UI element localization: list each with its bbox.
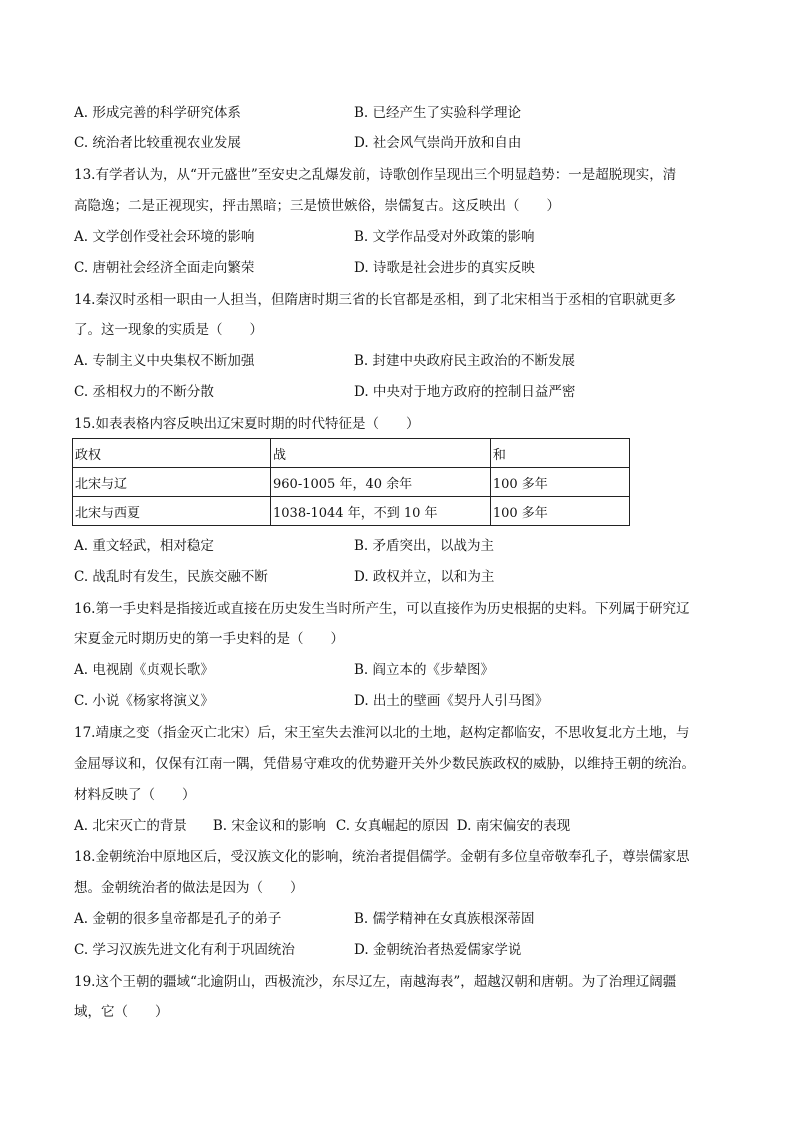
table-cell: 960-1005 年，40 余年 bbox=[271, 468, 491, 497]
q13-stem-line-2: 高隐逸；二是正视现实，抨击黑暗；三是愤世嫉俗，崇儒复古。这反映出（ ） bbox=[74, 198, 560, 214]
q14-option-a: A. 专制主义中央集权不断加强 bbox=[74, 353, 255, 369]
q16-stem-line-1: 16.第一手史料是指接近或直接在历史发生当时所产生，可以直接作为历史根据的史料。下列属于研究辽 bbox=[74, 601, 690, 617]
table-header-row bbox=[73, 439, 630, 468]
q16-option-row-1 bbox=[74, 659, 495, 681]
q14-stem-line-1: 14.秦汉时丞相一职由一人担当，但隋唐时期三省的长官都是丞相，到了北宋相当于丞相的官职就更多 bbox=[74, 292, 676, 308]
q17-stem-line-2: 金屈辱议和，仅保有江南一隅，凭借易守难攻的优势避开关外少数民族政权的威胁，以维持王朝的统治。 bbox=[74, 756, 695, 772]
q12-option-b: B. 已经产生了实验科学理论 bbox=[354, 105, 522, 121]
q13-option-row-1 bbox=[74, 226, 535, 248]
q17-option-d: D. 南宋偏安的表现 bbox=[456, 818, 571, 834]
q14-stem-line-2: 了。这一现象的实质是（ ） bbox=[74, 322, 263, 338]
table-cell: 100 多年 bbox=[490, 468, 629, 497]
q18-option-row-2 bbox=[74, 939, 522, 961]
table-cell: 北宋与辽 bbox=[73, 468, 271, 497]
q15-table bbox=[72, 438, 630, 526]
q13-option-c: C. 唐朝社会经济全面走向繁荣 bbox=[74, 260, 255, 276]
q18-stem-line-2: 想。金朝统治者的做法是因为（ ） bbox=[74, 880, 304, 896]
table-cell: 1038-1044 年，不到 10 年 bbox=[271, 497, 491, 526]
q17-option-b: B. 宋金议和的影响 bbox=[212, 818, 326, 834]
q14-option-row-2 bbox=[74, 381, 576, 403]
q15-option-row-1 bbox=[74, 535, 495, 557]
q18-option-b: B. 儒学精神在女真族根深蒂固 bbox=[354, 911, 535, 927]
q13-option-b: B. 文学作品受对外政策的影响 bbox=[354, 229, 535, 245]
table-row bbox=[73, 497, 630, 526]
q12-option-a: A. 形成完善的科学研究体系 bbox=[74, 105, 241, 121]
q16-stem-line-2: 宋夏金元时期历史的第一手史料的是（ ） bbox=[74, 631, 344, 647]
q18-stem-line-1: 18.金朝统治中原地区后，受汉族文化的影响，统治者提倡儒学。金朝有多位皇帝敬奉孔子，尊崇儒家思 bbox=[74, 849, 690, 865]
q17-stem-line-3: 材料反映了（ ） bbox=[74, 787, 196, 803]
q16-option-c: C. 小说《杨家将演义》 bbox=[74, 693, 214, 709]
table-cell: 北宋与西夏 bbox=[73, 497, 271, 526]
q15-stem: 15.如表表格内容反映出辽宋夏时期的时代特征是（ ） bbox=[74, 416, 420, 432]
q19-stem-line-2: 域，它（ ） bbox=[74, 1004, 169, 1020]
table-header-peace: 和 bbox=[490, 439, 629, 468]
q14-option-c: C. 丞相权力的不断分散 bbox=[74, 384, 214, 400]
q13-option-d: D. 诗歌是社会进步的真实反映 bbox=[354, 260, 535, 276]
table-header-regime: 政权 bbox=[73, 439, 271, 468]
q16-option-row-2 bbox=[74, 690, 549, 712]
q18-option-a: A. 金朝的很多皇帝都是孔子的弟子 bbox=[74, 911, 282, 927]
q18-option-row-1 bbox=[74, 908, 535, 930]
q13-stem-line-1: 13.有学者认为，从“开元盛世”至安史之乱爆发前，诗歌创作呈现出三个明显趋势：一是超脱现实，清 bbox=[74, 167, 677, 183]
q15-option-c: C. 战乱时有发生，民族交融不断 bbox=[74, 569, 268, 585]
q12-option-d: D. 社会风气崇尚开放和自由 bbox=[354, 135, 522, 151]
q12-option-row-2 bbox=[74, 132, 522, 154]
q16-option-d: D. 出土的壁画《契丹人引马图》 bbox=[354, 693, 549, 709]
q17-option-a: A. 北宋灭亡的背景 bbox=[74, 818, 187, 834]
q14-option-b: B. 封建中央政府民主政治的不断发展 bbox=[354, 353, 576, 369]
q15-option-row-2 bbox=[74, 566, 495, 588]
q13-option-row-2 bbox=[74, 257, 535, 279]
table-cell: 100 多年 bbox=[490, 497, 629, 526]
q17-option-c: C. 女真崛起的原因 bbox=[335, 818, 449, 834]
q17-stem-line-1: 17.靖康之变（指金灭亡北宋）后，宋王室失去淮河以北的土地，赵构定都临安，不思收复北方土地，与 bbox=[74, 725, 690, 741]
q17-options-line bbox=[74, 815, 570, 837]
table-row bbox=[73, 468, 630, 497]
q15-option-d: D. 政权并立，以和为主 bbox=[354, 569, 495, 585]
q13-option-a: A. 文学创作受社会环境的影响 bbox=[74, 229, 255, 245]
q15-option-b: B. 矛盾突出，以战为主 bbox=[354, 538, 495, 554]
q15-option-a: A. 重文轻武，相对稳定 bbox=[74, 538, 214, 554]
q18-option-c: C. 学习汉族先进文化有利于巩固统治 bbox=[74, 942, 295, 958]
q12-option-c: C. 统治者比较重视农业发展 bbox=[74, 135, 241, 151]
q19-stem-line-1: 19.这个王朝的疆域“北逾阴山，西极流沙，东尽辽左，南越海表”，超越汉朝和唐朝。为了治理辽阔疆 bbox=[74, 974, 677, 990]
table-header-war: 战 bbox=[271, 439, 491, 468]
q14-option-d: D. 中央对于地方政府的控制日益严密 bbox=[354, 384, 576, 400]
q18-option-d: D. 金朝统治者热爱儒家学说 bbox=[354, 942, 522, 958]
q14-option-row-1 bbox=[74, 350, 576, 372]
q12-option-row-1 bbox=[74, 102, 522, 124]
q16-option-a: A. 电视剧《贞观长歌》 bbox=[74, 662, 214, 678]
q16-option-b: B. 阎立本的《步辇图》 bbox=[354, 662, 495, 678]
